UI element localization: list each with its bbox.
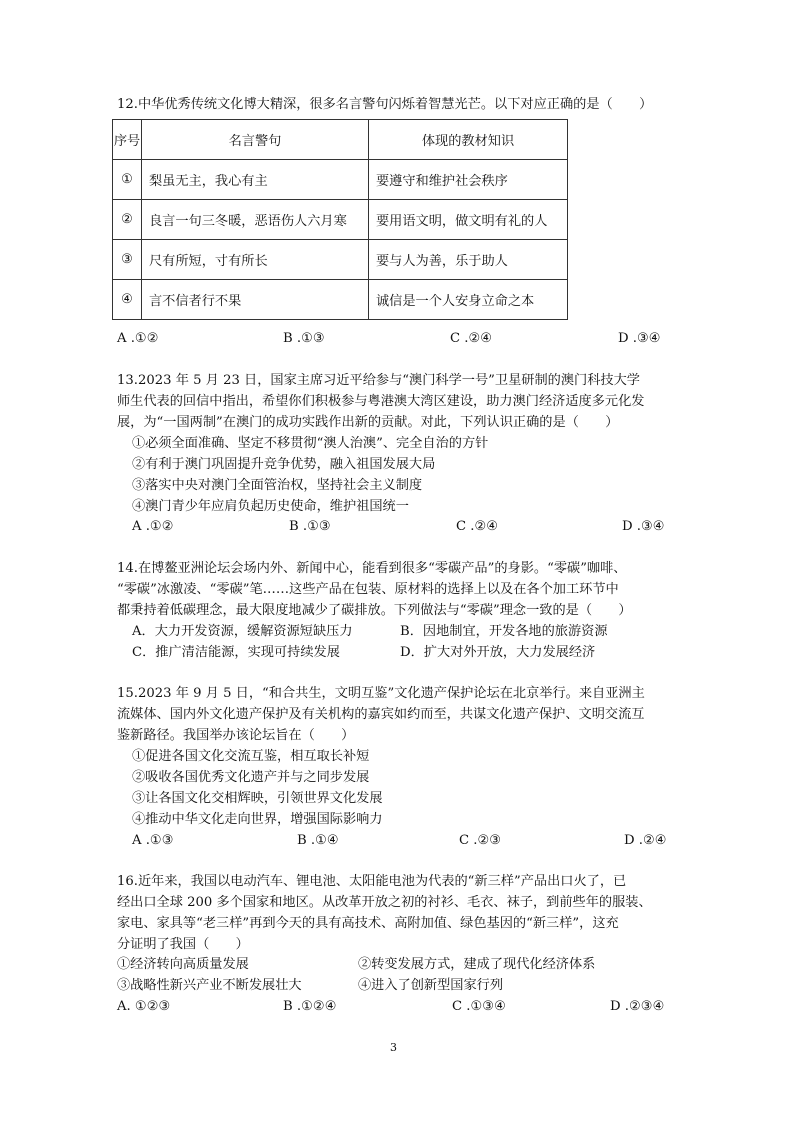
q13-option-b: B .①③ — [289, 519, 331, 534]
q14-option-c: C．推广清洁能源，实现可持续发展 — [132, 645, 340, 660]
question-16-line: 16.近年来，我国以电动汽车、锂电池、太阳能电池为代表的“新三样”产品出口火了，已 — [117, 874, 627, 889]
table-cell: 要用语文明，做文明有礼的人 — [369, 200, 568, 240]
table-row — [113, 280, 568, 320]
table-cell: 尺有所短，寸有所长 — [142, 240, 369, 280]
table-cell: 良言一句三冬暖，恶语伤人六月寒 — [142, 200, 369, 240]
q15-option-d: D .②④ — [624, 833, 667, 848]
q14-option-b: B．因地制宜，开发各地的旅游资源 — [400, 624, 608, 639]
q13-option-d: D .③④ — [622, 519, 665, 534]
q13-statement: ③落实中央对澳门全面管治权，坚持社会主义制度 — [132, 478, 423, 493]
q15-option-c: C .②③ — [459, 833, 502, 848]
question-15-line: 流媒体、国内外文化遗产保护及有关机构的嘉宾如约而至，共谋文化遗产保护、文明交流互 — [117, 707, 645, 722]
table-cell: ① — [113, 160, 142, 200]
q16-statement: ④进入了创新型国家行列 — [358, 978, 504, 993]
q12-option-a: A .①② — [117, 331, 159, 346]
q16-statement: ①经济转向高质量发展 — [117, 957, 249, 972]
table-cell: 要遵守和维护社会秩序 — [369, 160, 568, 200]
table-cell: ③ — [113, 240, 142, 280]
q15-option-b: B .①④ — [297, 833, 339, 848]
question-13-line: 师生代表的回信中指出，希望你们积极参与粤港澳大湾区建设，助力澳门经济适度多元化发 — [117, 394, 645, 409]
question-16-line: 分证明了我国（ ） — [117, 937, 249, 952]
q14-option-d: D．扩大对外开放，大力发展经济 — [400, 645, 596, 660]
table-cell: 诚信是一个人安身立命之本 — [369, 280, 568, 320]
question-13-line: 展，为“一国两制”在澳门的成功实践作出新的贡献。对此，下列认识正确的是（ ） — [117, 415, 619, 430]
table-header-row — [113, 120, 568, 160]
q13-statement: ①必须全面准确、坚定不移贯彻“澳人治澳”、完全自治的方针 — [132, 436, 489, 451]
q16-option-d: D .②③④ — [610, 999, 665, 1014]
table-cell: ② — [113, 200, 142, 240]
question-14-line: 14.在博鳌亚洲论坛会场内外、新闻中心，能看到很多“零碳产品”的身影。“零碳”咖啡、 — [117, 561, 627, 576]
q14-option-a: A．大力开发资源，缓解资源短缺压力 — [132, 624, 353, 639]
page-number: 3 — [390, 1041, 397, 1054]
table-cell: 言不信者行不果 — [142, 280, 369, 320]
table-header-cell: 名言警句 — [142, 120, 369, 160]
q15-statement: ①促进各国文化交流互鉴，相互取长补短 — [132, 749, 370, 764]
table-header-cell: 序号 — [113, 120, 142, 160]
table-row — [113, 160, 568, 200]
q13-option-a: A .①② — [132, 519, 174, 534]
q16-statement: ③战略性新兴产业不断发展壮大 — [117, 978, 302, 993]
question-15-line: 15.2023 年 9 月 5 日，“和合共生，文明互鉴”文化遗产保护论坛在北京举行。来自亚洲主 — [117, 686, 645, 701]
q15-statement: ④推动中华文化走向世界，增强国际影响力 — [132, 812, 383, 827]
question-12-stem: 12.中华优秀传统文化博大精深，很多名言警句闪烁着智慧光芒。以下对应正确的是（ ） — [117, 97, 653, 112]
q15-option-a: A .①③ — [132, 833, 174, 848]
q13-option-c: C .②④ — [456, 519, 499, 534]
q13-statement: ②有利于澳门巩固提升竞争优势，融入祖国发展大局 — [132, 457, 436, 472]
question-12-table — [112, 119, 568, 320]
table-cell: ④ — [113, 280, 142, 320]
q12-option-d: D .③④ — [618, 331, 661, 346]
q16-option-c: C .①③④ — [452, 999, 506, 1014]
q13-statement: ④澳门青少年应肩负起历史使命，维护祖国统一 — [132, 499, 409, 514]
q15-statement: ②吸收各国优秀文化遗产并与之同步发展 — [132, 770, 370, 785]
question-14-line: 都秉持着低碳理念，最大限度地减少了碳排放。下列做法与“零碳”理念一致的是（ ） — [117, 603, 632, 618]
q16-statement: ②转变发展方式，建成了现代化经济体系 — [358, 957, 596, 972]
table-cell: 要与人为善，乐于助人 — [369, 240, 568, 280]
q12-option-b: B .①③ — [283, 331, 325, 346]
table-row — [113, 240, 568, 280]
q12-option-c: C .②④ — [450, 331, 493, 346]
q16-option-b: B .①②④ — [283, 999, 337, 1014]
q16-option-a: A. ①②③ — [117, 999, 171, 1014]
table-row — [113, 200, 568, 240]
question-16-line: 经出口全球 200 多个国家和地区。从改革开放之初的衬衫、毛衣、袜子，到前些年的服装、 — [117, 895, 652, 910]
question-13-line: 13.2023 年 5 月 23 日，国家主席习近平给参与“澳门科学一号”卫星研制的澳门科技大学 — [117, 373, 640, 388]
table-header-cell: 体现的教材知识 — [369, 120, 568, 160]
q15-statement: ③让各国文化交相辉映，引领世界文化发展 — [132, 791, 383, 806]
question-16-line: 家电、家具等“老三样”再到今天的具有高技术、高附加值、绿色基因的“新三样”，这充 — [117, 916, 619, 931]
question-14-line: “零碳”冰激凌、“零碳”笔……这些产品在包装、原材料的选择上以及在各个加工环节中 — [117, 582, 619, 597]
question-15-line: 鉴新路径。我国举办该论坛旨在（ ） — [117, 728, 355, 743]
table-cell: 梨虽无主，我心有主 — [142, 160, 369, 200]
